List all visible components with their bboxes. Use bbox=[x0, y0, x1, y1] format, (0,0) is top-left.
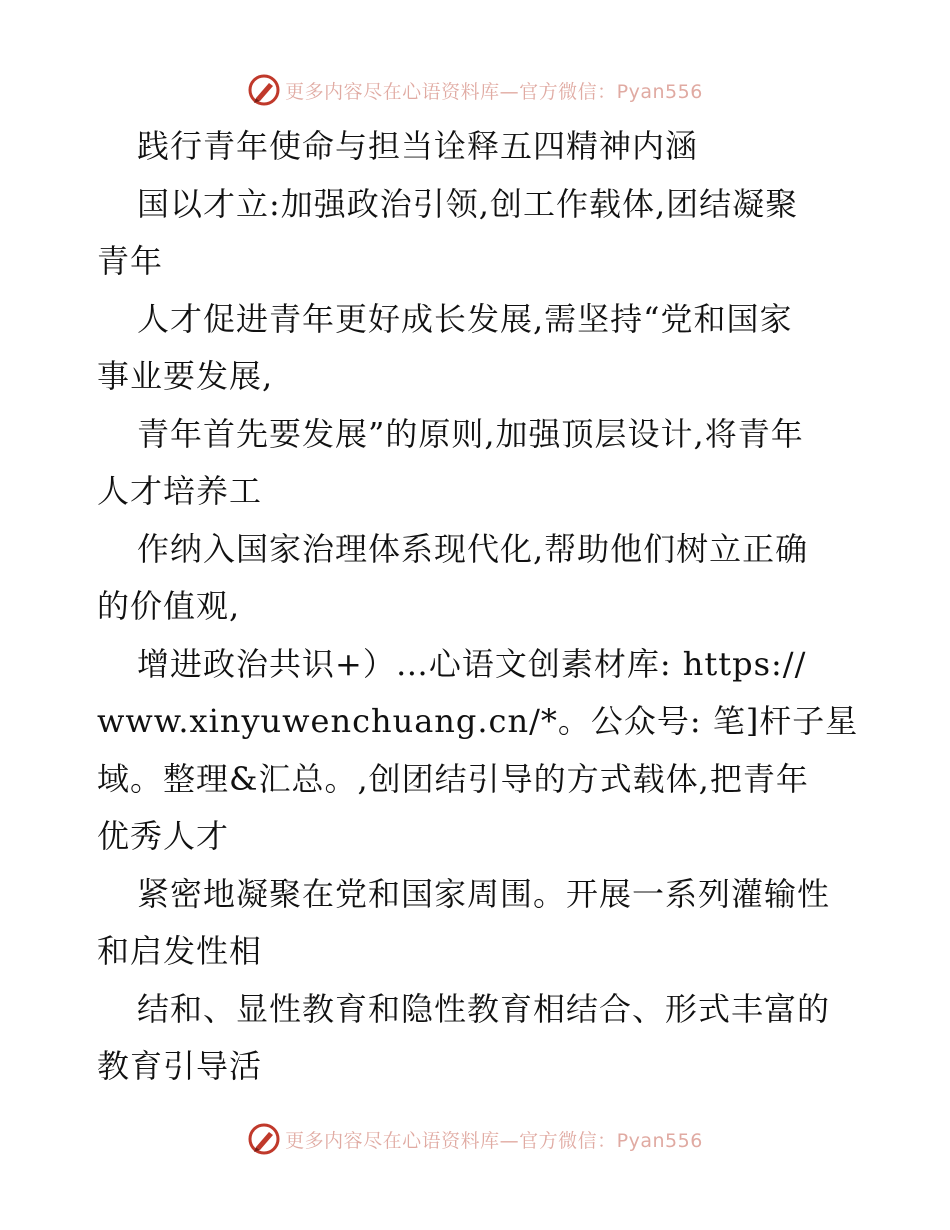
paragraph-line: 的价值观, bbox=[97, 587, 241, 625]
paragraph-line: 人才促进青年更好成长发展,需坚持“党和国家 bbox=[137, 299, 793, 338]
paragraph-line: 青年 bbox=[97, 242, 164, 280]
paragraph-line: 人才培养工 bbox=[97, 472, 263, 510]
paragraph-line: 紧密地凝聚在党和国家周围。开展一系列灌输性 bbox=[137, 874, 831, 913]
paragraph-line: 域。整理&汇总。,创团结引导的方式载体,把青年 bbox=[97, 759, 809, 798]
paragraph-line: 事业要发展, bbox=[97, 357, 274, 395]
document-title: 践行青年使命与担当诠释五四精神内涵 bbox=[137, 127, 699, 165]
footer-banner bbox=[0, 1119, 950, 1159]
paragraph-line: 教育引导活 bbox=[97, 1047, 263, 1085]
paragraph-line: 国以才立:加强政治引领,创工作载体,团结凝聚 bbox=[137, 184, 799, 223]
header-banner-text: 更多内容尽在心语资料库—官方微信：Pyan556 bbox=[285, 80, 703, 103]
pen-circle-logo-icon bbox=[247, 73, 281, 107]
paragraph-line: 结和、显性教育和隐性教育相结合、形式丰富的 bbox=[137, 989, 831, 1028]
paragraph-line: www.xinyuwenchuang.cn/*。公众号: 笔]杆子星 bbox=[97, 702, 859, 740]
footer-banner-text: 更多内容尽在心语资料库—官方微信：Pyan556 bbox=[285, 1129, 703, 1152]
document-body bbox=[97, 118, 857, 1096]
paragraph-line: 和启发性相 bbox=[97, 932, 263, 970]
paragraph-line: 优秀人才 bbox=[97, 817, 230, 855]
pen-circle-logo-icon bbox=[247, 1122, 281, 1156]
paragraph-line: 作纳入国家治理体系现代化,帮助他们树立正确 bbox=[137, 529, 809, 568]
paragraph-line: 青年首先要发展”的原则,加强顶层设计,将青年 bbox=[137, 414, 804, 453]
header-banner bbox=[0, 70, 950, 110]
paragraph-line: 增进政治共识+）…心语文创素材库: https:// bbox=[137, 644, 807, 683]
